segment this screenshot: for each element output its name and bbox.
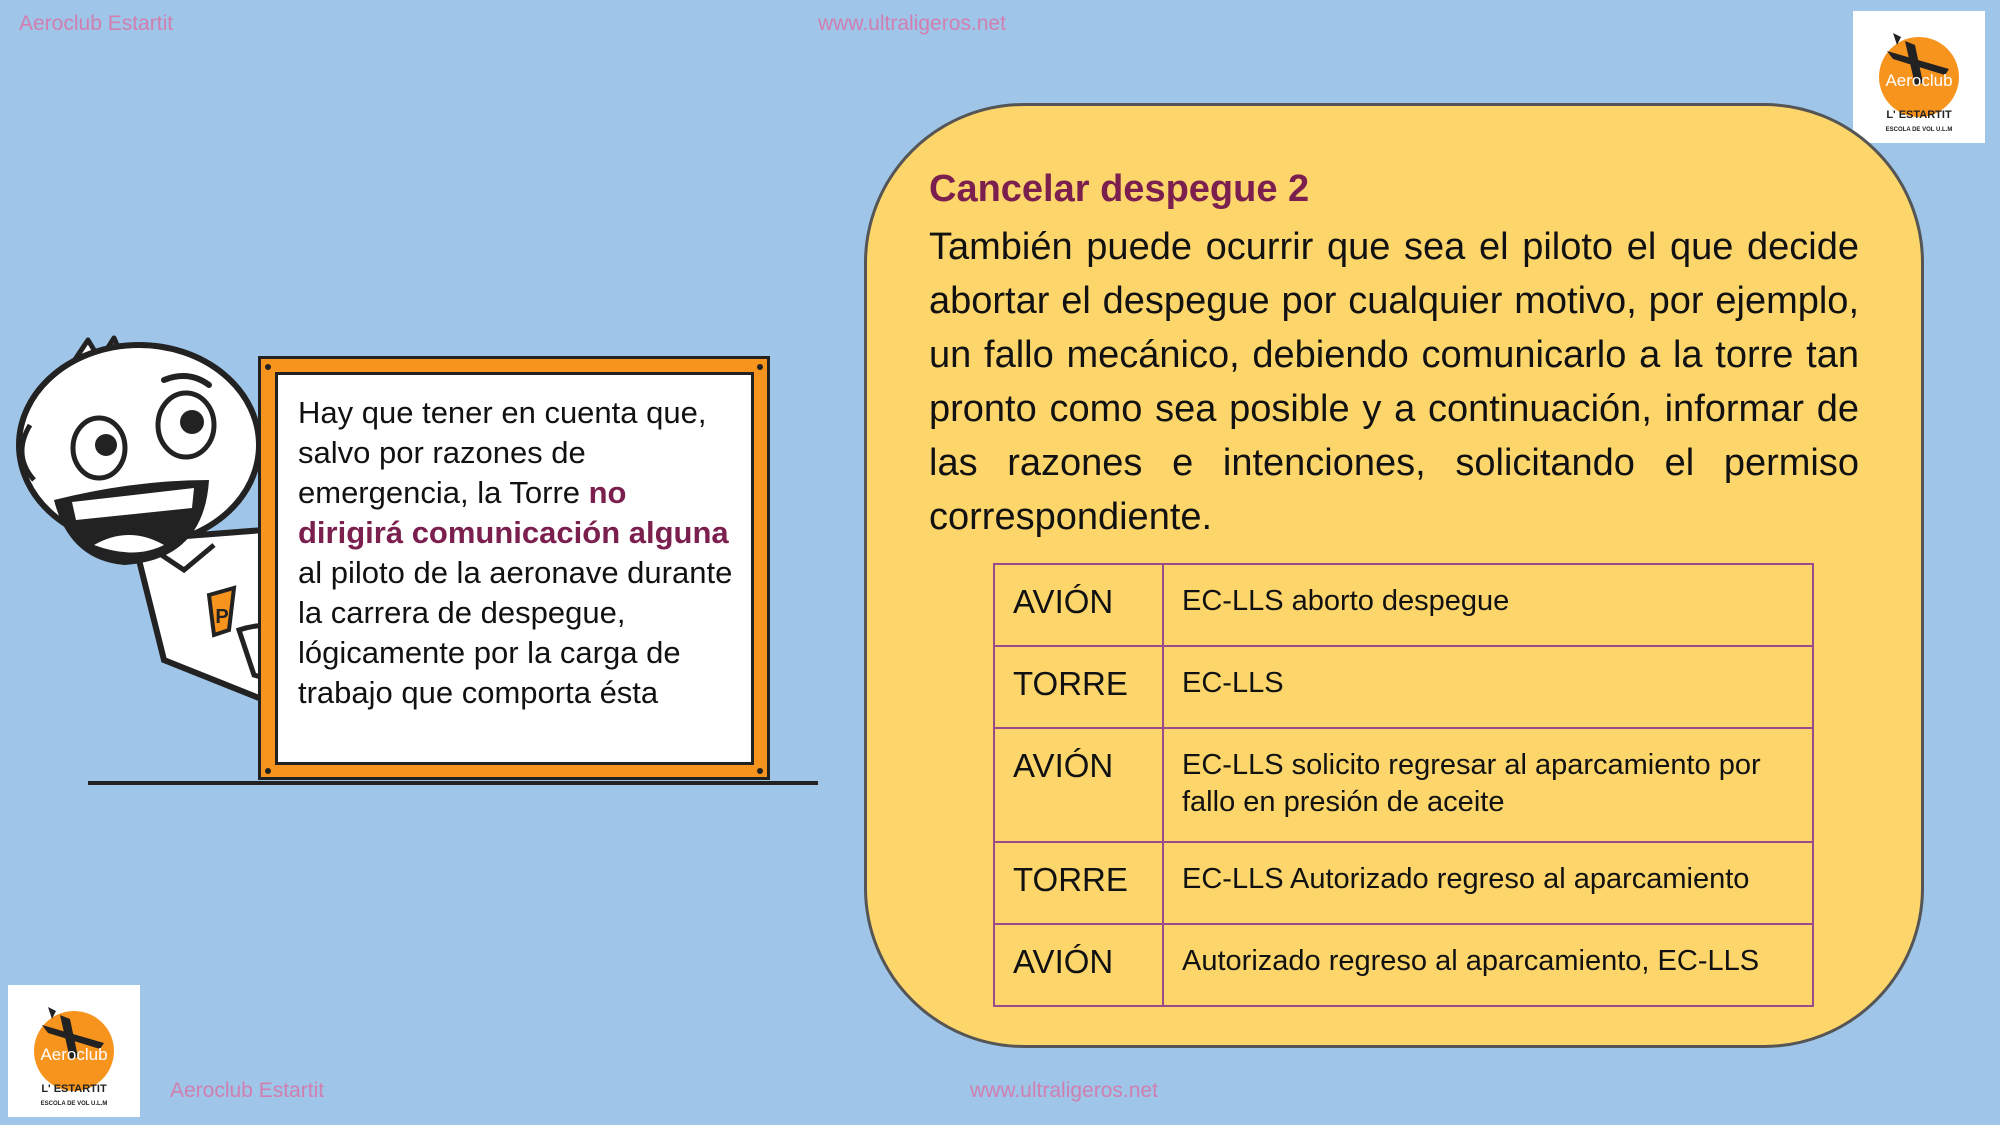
message-cell: EC-LLS solicito regresar al aparcamiento por fallo en presión de aceite xyxy=(1163,728,1813,842)
logo-place-text: L' ESTARTIT xyxy=(41,1083,107,1095)
logo-place-text: L' ESTARTIT xyxy=(1886,109,1952,121)
aeroclub-logo-icon xyxy=(1853,11,1985,143)
table-row xyxy=(994,728,1813,842)
nail-icon xyxy=(265,364,271,370)
message-cell: Autorizado regreso al aparcamiento, EC-LLS xyxy=(1163,924,1813,1006)
board-text-highlight: no dirigirá comunicación alguna xyxy=(298,475,729,550)
message-cell: EC-LLS aborto despegue xyxy=(1163,564,1813,646)
ground-line xyxy=(88,781,818,785)
board-note xyxy=(298,393,738,713)
message-cell: EC-LLS xyxy=(1163,646,1813,728)
aeroclub-logo-bottom xyxy=(8,985,140,1117)
speaker-cell: TORRE xyxy=(994,646,1163,728)
header-url: www.ultraligeros.net xyxy=(818,12,1006,35)
nail-icon xyxy=(757,364,763,370)
aeroclub-logo-icon xyxy=(8,985,140,1117)
callout-title: Cancelar despegue 2 xyxy=(929,168,1310,210)
radio-dialog-table xyxy=(993,563,1814,1007)
speaker-cell: AVIÓN xyxy=(994,564,1163,646)
table-row xyxy=(994,924,1813,1006)
speaker-cell: AVIÓN xyxy=(994,728,1163,842)
logo-name-text: Aeroclub xyxy=(40,1045,108,1064)
logo-tagline-text: ESCOLA DE VOL U.L.M xyxy=(1885,127,1953,133)
board-text-start: Hay que tener en cuenta que, salvo por razones de emergencia, la Torre xyxy=(298,395,707,510)
table-row xyxy=(994,564,1813,646)
footer-site-name: Aeroclub Estartit xyxy=(170,1079,325,1102)
speaker-cell: AVIÓN xyxy=(994,924,1163,1006)
callout-paragraph: También puede ocurrir que sea el piloto el que decide abortar el despegue por cualquier motivo, por ejemplo, un fallo mecánico, debiendo comunicarlo a la torre tan pronto como sea posible y a continuación, informar de las razones e intenciones, solicitando el permiso correspondiente. xyxy=(929,226,1859,538)
table-row xyxy=(994,646,1813,728)
board-text-end: al piloto de la aeronave durante la carrera de despegue, lógicamente por la carga de trabajo que comporta ésta xyxy=(298,555,733,710)
logo-tagline-text: ESCOLA DE VOL U.L.M xyxy=(40,1101,108,1107)
header-site-name: Aeroclub Estartit xyxy=(19,12,174,35)
aeroclub-logo-top xyxy=(1853,11,1985,143)
table-row xyxy=(994,842,1813,924)
footer-url: www.ultraligeros.net xyxy=(970,1079,1158,1102)
message-cell: EC-LLS Autorizado regreso al aparcamiento xyxy=(1163,842,1813,924)
nail-icon xyxy=(265,768,271,774)
nail-icon xyxy=(757,768,763,774)
logo-name-text: Aeroclub xyxy=(1885,71,1953,90)
badge-letter: P xyxy=(215,606,229,628)
speaker-cell: TORRE xyxy=(994,842,1163,924)
